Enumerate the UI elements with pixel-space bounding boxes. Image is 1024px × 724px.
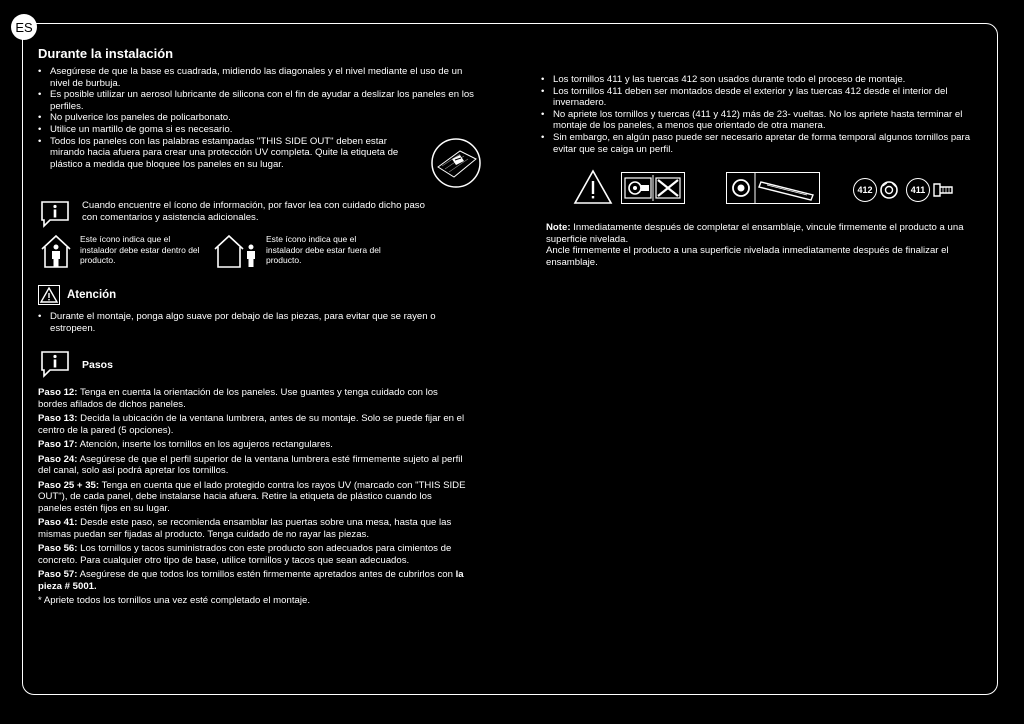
no-overtighten-icon [621, 172, 685, 204]
warning-title: Atención [67, 289, 117, 301]
list-item: • Todos los paneles con las palabras estampadas "THIS SIDE OUT" deben estar mirando hacia afuera para crear una protección UV completa. Quite la etiqueta de plástico a medida que bloquee los paneles en su lugar. [38, 136, 420, 171]
list-item: • No pulverice los paneles de policarbonato. [38, 112, 478, 124]
panel-label-icon [430, 137, 482, 189]
installer-inside-icon [40, 233, 72, 269]
installer-outside-icon [213, 233, 261, 269]
step-text: Asegúrese de que todos los tornillos estén firmemente apretados antes de cubrirlos con [79, 569, 453, 580]
note-line [546, 222, 976, 245]
part-411-badge: 411 [906, 178, 930, 202]
info-icon [40, 200, 70, 228]
step-part-ref: la pieza # 5001. [38, 569, 464, 592]
nut-icon [879, 180, 899, 200]
note-block [546, 222, 976, 268]
list-item: • Sin embargo, en algún paso puede ser necesario apretar de forma temporal algunos tornillos para evitar que se caiga un perfil. [541, 132, 981, 155]
step-text: Desde este paso, se recomienda ensamblar las puertas sobre una mesa, hasta que las mismas puedan ser fijadas al producto. Tenga cuidado de no rayar las piezas. [38, 517, 452, 540]
step-item [38, 439, 468, 451]
step-label: Paso 13: [38, 413, 78, 424]
step-label: Paso 24: [38, 453, 78, 465]
step-label: Paso 57: [38, 569, 78, 580]
bolt-icon [932, 180, 954, 200]
step-item [38, 569, 468, 592]
steps-list [38, 387, 468, 610]
part-412-badge: 412 [853, 178, 877, 202]
warning-icon [38, 285, 60, 305]
note-text: Inmediatamente después de completar el ensamblaje, vincule firmemente el producto a una superficie nivelada. [546, 222, 964, 245]
step-label: Paso 17: [38, 439, 78, 450]
step-text: Atención, inserte los tornillos en los agujeros rectangulares. [79, 439, 333, 450]
step-item [38, 480, 468, 515]
installation-list [38, 66, 478, 170]
list-item: • Es posible utilizar un aerosol lubricante de silicona con el fin de ayudar a deslizar los paneles en los perfiles. [38, 89, 478, 112]
installation-title: Durante la instalación [38, 46, 174, 61]
step-text: Los tornillos y tacos suministrados con este producto son adecuados para cimientos de concreto. Para cualquier otro tipo de base, utilice tornillos y tacos que sean adecuados. [38, 543, 452, 566]
caution-triangle-icon [573, 169, 613, 205]
list-item: • Los tornillos 411 y las tuercas 412 son usados durante todo el proceso de montaje. [541, 74, 981, 86]
steps-info-icon [40, 350, 70, 378]
step-label: Paso 25 + 35: [38, 479, 100, 491]
step-item [38, 517, 468, 540]
wrench-tool-icon [726, 172, 820, 204]
step-text: Decida la ubicación de la ventana lumbrera, antes de su montaje. Solo se puede fijar en el centro de la pared (5 opciones). [38, 413, 465, 436]
step-text: Tenga en cuenta que el lado protegido contra los rayos UV (marcado con "THIS SIDE OUT"), de cada panel, debe instalarse hacia afuera. Retire la etiqueta de plástico cuando los paneles estén fijos en su lugar. [38, 479, 466, 514]
step-item [38, 543, 468, 566]
step-label: Paso 56: [38, 543, 78, 554]
list-item: • Los tornillos 411 deben ser montados desde el exterior y las tuercas 412 desde el interior del invernadero. [541, 86, 981, 109]
step-item [38, 387, 468, 410]
right-list [541, 74, 981, 155]
step-text: Tenga en cuenta la orientación de los paneles. Use guantes y tenga cuidado con los bordes afilados de dichos paneles. [38, 387, 438, 410]
language-badge: ES [11, 14, 37, 40]
step-item [38, 413, 468, 436]
step-item [38, 454, 468, 477]
list-item: • Asegúrese de que la base es cuadrada, midiendo las diagonales y el nivel mediante el uso de un nivel de burbuja. [38, 66, 478, 89]
step-text: Asegúrese de que el perfil superior de la ventana lumbrera esté firmemente sujeto al perfil del canal, solo así podrá apretar los tornillos. [38, 453, 463, 476]
steps-title: Pasos [82, 359, 113, 371]
list-item: • Durante el montaje, ponga algo suave por debajo de las piezas, para evitar que se rayen o estropeen. [38, 311, 458, 334]
inside-note: Este ícono indica que el instalador debe estar dentro del producto. [80, 234, 200, 265]
outside-note: Este ícono indica que el instalador debe estar fuera del producto. [266, 234, 381, 265]
info-note: Cuando encuentre el ícono de información, por favor lea con cuidado dicho paso con comentarios y asistencia adicionales. [82, 200, 425, 223]
note-line-2: Ancle firmemente el producto a una superficie nivelada inmediatamente después de finalizar el ensamblaje. [546, 245, 949, 268]
step-label: Paso 12: [38, 387, 78, 398]
list-item: • No apriete los tornillos y tuercas (411 y 412) más de 23- vueltas. No los apriete hasta terminar el montaje de los paneles, a menos que orientado de otra manera. [541, 109, 981, 132]
steps-footnote: * Apriete todos los tornillos una vez esté completado el montaje. [38, 595, 310, 606]
step-label: Paso 41: [38, 517, 78, 528]
note-label: Note: [546, 222, 571, 233]
warning-list [38, 311, 458, 334]
list-item: • Utilice un martillo de goma si es necesario. [38, 124, 478, 136]
